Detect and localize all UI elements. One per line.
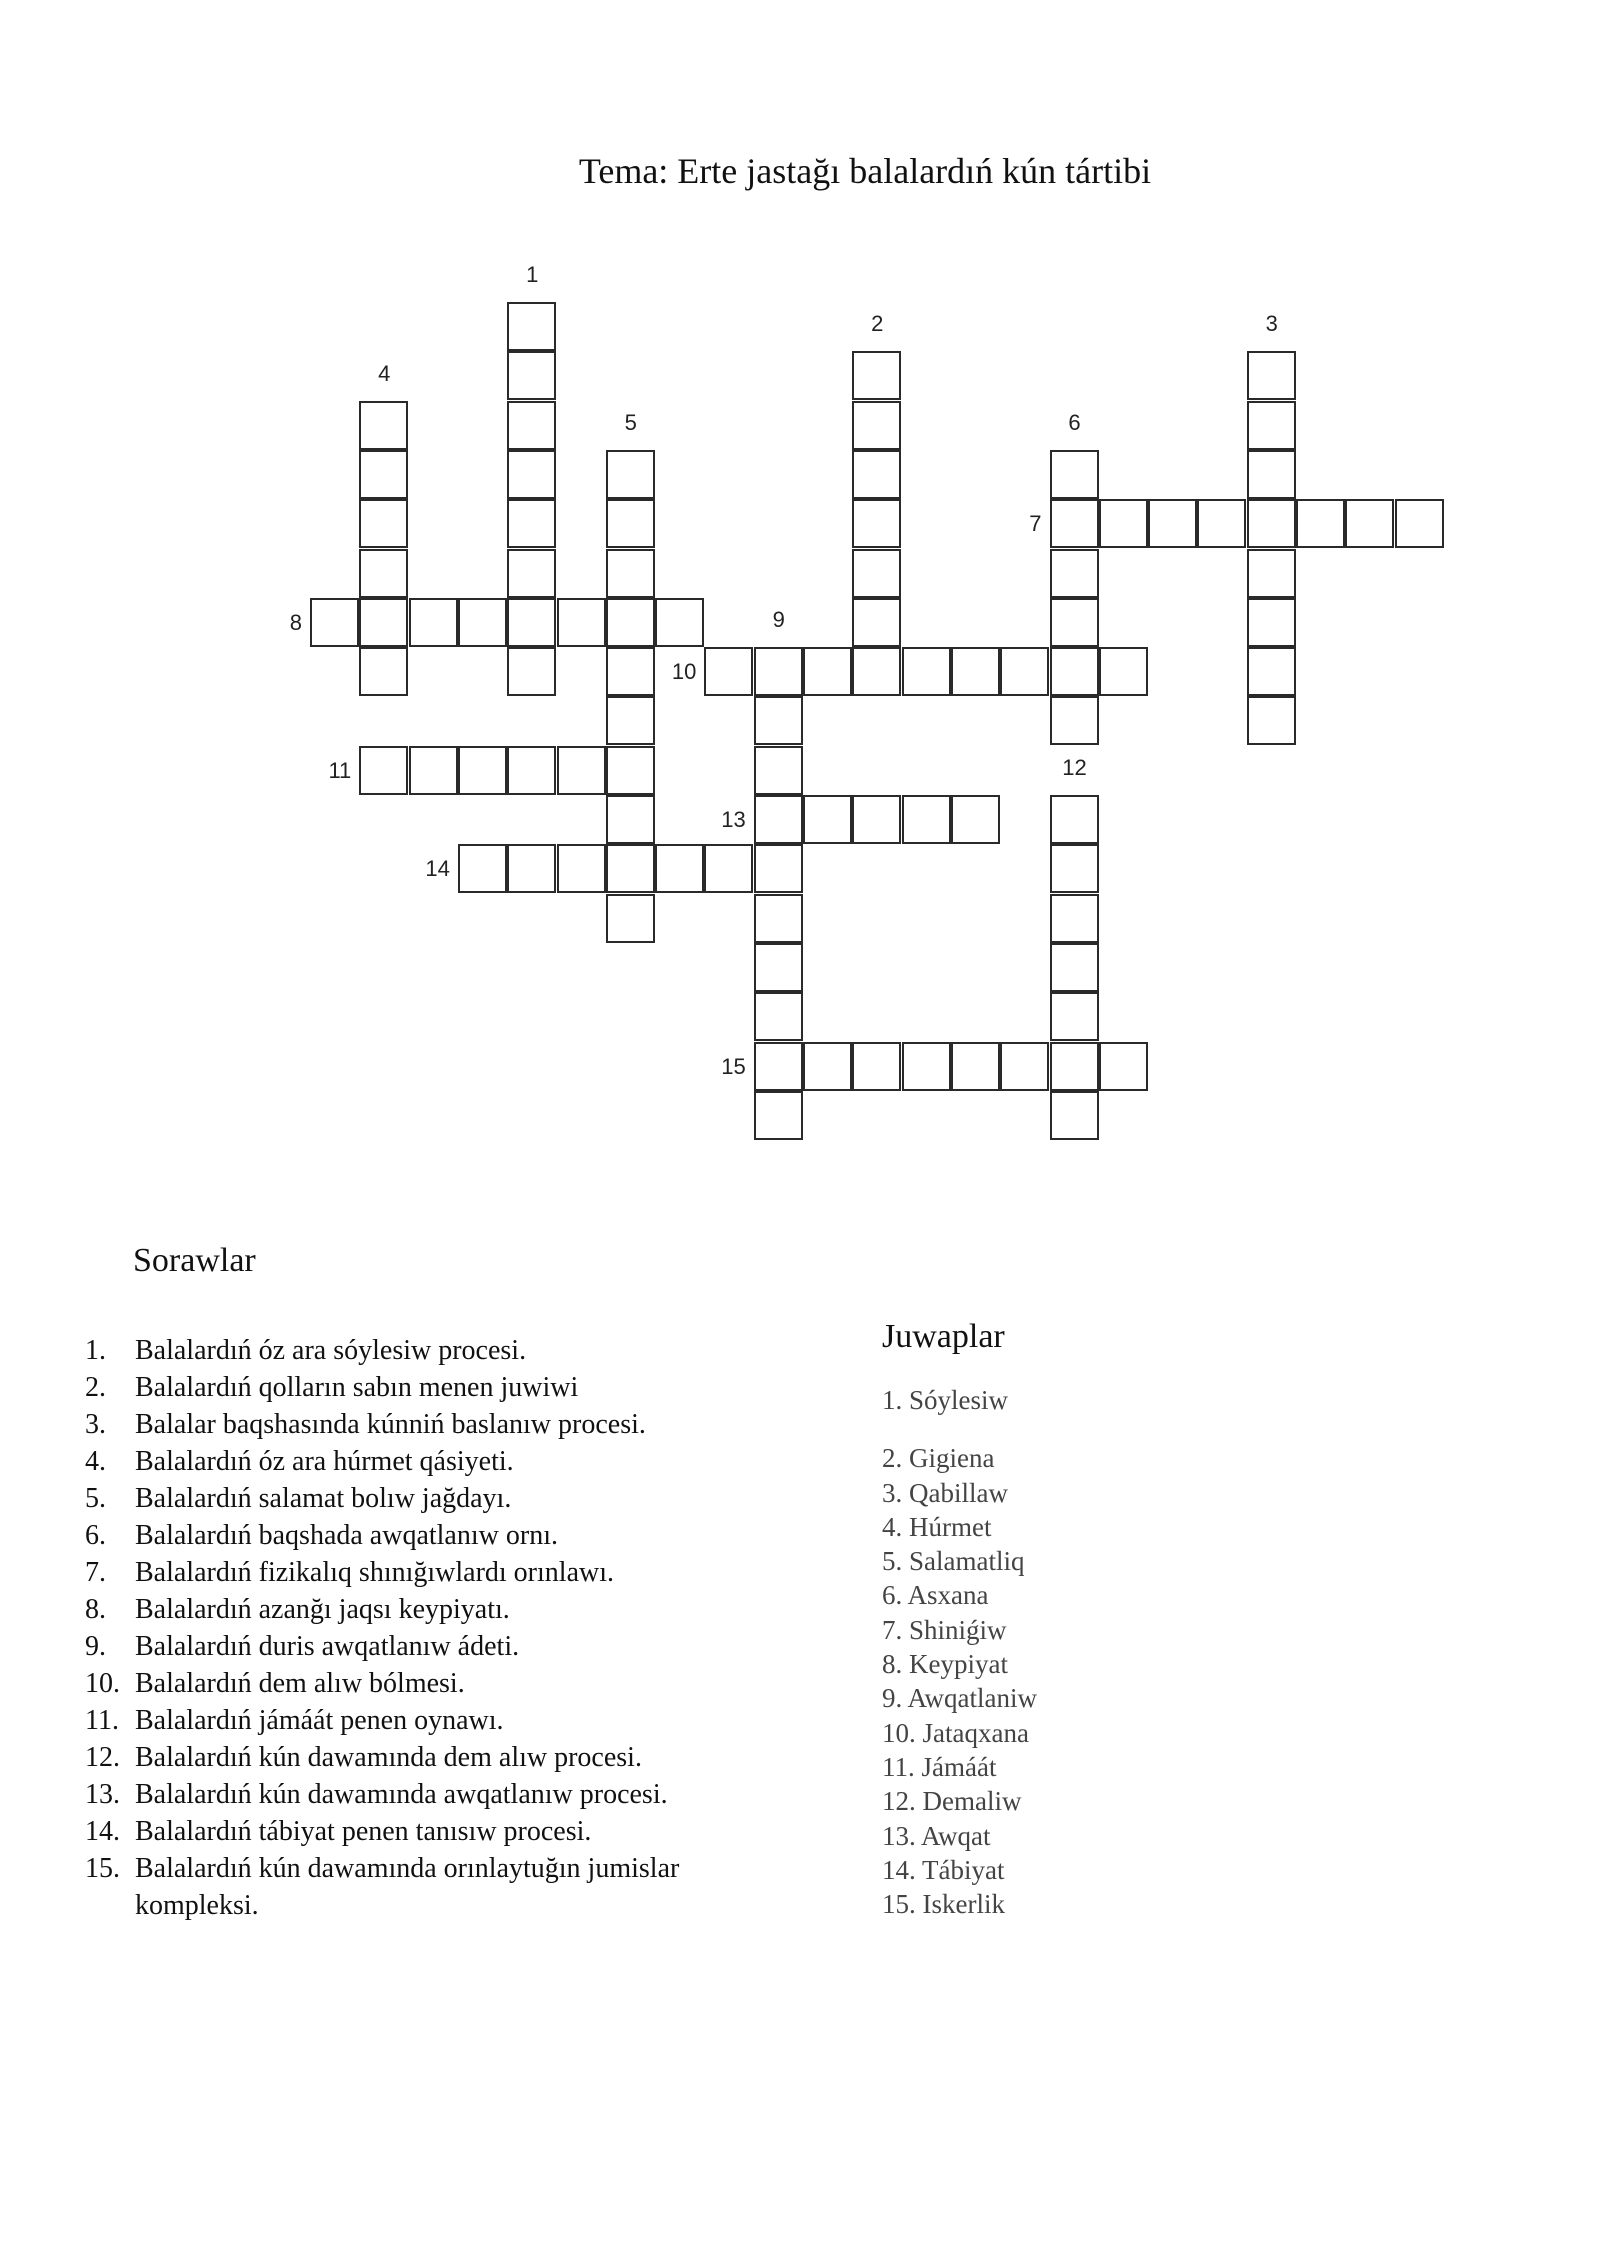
grid-cell[interactable]	[458, 746, 507, 795]
grid-cell[interactable]	[507, 549, 556, 598]
grid-cell[interactable]	[852, 795, 901, 844]
grid-cell[interactable]	[507, 351, 556, 400]
grid-cell[interactable]	[359, 499, 408, 548]
grid-cell[interactable]	[1050, 450, 1099, 499]
answer-item: 7. Shiniǵiw	[882, 1614, 1007, 1645]
grid-cell[interactable]	[606, 499, 655, 548]
answer-item: 8. Keypiyat	[882, 1649, 1008, 1680]
grid-cell[interactable]	[754, 746, 803, 795]
grid-cell[interactable]	[1247, 351, 1296, 400]
grid-cell[interactable]	[606, 450, 655, 499]
answer-item: 13. Awqat	[882, 1820, 991, 1851]
clue-item	[85, 1554, 765, 1591]
clue-number: 7.	[85, 1557, 106, 1588]
answer-item: 4. Húrmet	[882, 1511, 992, 1542]
clue-number-label: 13	[721, 807, 746, 832]
grid-cell[interactable]	[1296, 499, 1345, 548]
clue-number-label: 11	[328, 757, 352, 783]
grid-cell[interactable]	[557, 746, 606, 795]
grid-cell[interactable]	[507, 746, 556, 795]
grid-cell[interactable]	[704, 647, 753, 696]
grid-cell[interactable]	[606, 647, 655, 696]
clue-item	[85, 1406, 765, 1443]
clue-number-label: 5	[624, 409, 637, 435]
clue-text: Balalardıń baqshada awqatlanıw ornı.	[135, 1520, 558, 1551]
grid-cell[interactable]	[852, 499, 901, 548]
answer-item: 1. Sóylesiw	[882, 1385, 1009, 1415]
clue-number-label: 4	[378, 360, 391, 386]
clue-item	[85, 1739, 765, 1776]
clue-number-label: 10	[671, 659, 697, 685]
clues-heading: Sorawlar	[133, 1242, 256, 1279]
clue-number-label: 15	[721, 1053, 746, 1079]
clue-item	[85, 1443, 765, 1480]
grid-cell[interactable]	[1050, 943, 1099, 992]
clue-item	[85, 1517, 765, 1554]
grid-cell[interactable]	[359, 598, 408, 647]
grid-cell[interactable]	[1000, 647, 1049, 696]
answer-item: 14. Tábiyat	[882, 1854, 1005, 1885]
clue-number: 8.	[85, 1594, 106, 1625]
clue-item	[85, 1665, 765, 1702]
clue-number: 11.	[85, 1705, 119, 1736]
answer-item: 3. Qabillaw	[882, 1477, 1008, 1508]
clue-text: Balalar baqshasında kúnniń baslanıw procesi.	[135, 1409, 646, 1440]
grid-cell[interactable]	[803, 795, 852, 844]
grid-cell[interactable]	[902, 795, 951, 844]
grid-cell[interactable]	[1050, 1091, 1099, 1140]
answers-heading: Juwaplar	[882, 1318, 1005, 1355]
clue-number: 12.	[85, 1742, 120, 1773]
answer-item: 12. Demaliw	[882, 1786, 1022, 1817]
clue-number: 9.	[85, 1631, 106, 1662]
clue-text: Balalardıń salamat bolıw jağdayı.	[135, 1483, 512, 1514]
clue-item	[85, 1591, 765, 1628]
grid-cell[interactable]	[557, 844, 606, 893]
grid-cell[interactable]	[951, 1042, 1000, 1091]
grid-cell[interactable]	[655, 598, 704, 647]
grid-cell[interactable]	[1345, 499, 1394, 548]
grid-cell[interactable]	[1247, 598, 1296, 647]
grid-cell[interactable]	[1247, 549, 1296, 598]
grid-cell[interactable]	[606, 894, 655, 943]
grid-cell[interactable]	[1099, 647, 1148, 696]
grid-cell[interactable]	[507, 844, 556, 893]
grid-cell[interactable]	[359, 450, 408, 499]
clue-list	[85, 1332, 765, 1924]
grid-cell[interactable]	[1050, 696, 1099, 745]
clue-number: 14.	[85, 1816, 120, 1847]
grid-cell[interactable]	[507, 450, 556, 499]
grid-cell[interactable]	[507, 598, 556, 647]
grid-cell[interactable]	[754, 894, 803, 943]
grid-cell[interactable]	[507, 401, 556, 450]
grid-cell[interactable]	[606, 795, 655, 844]
grid-cell[interactable]	[606, 696, 655, 745]
grid-cell[interactable]	[852, 401, 901, 450]
grid-cell[interactable]	[606, 746, 655, 795]
clue-text: Balalardıń kún dawamında orınlaytuğın jumislar kompleksi.	[135, 1853, 680, 1921]
grid-cell[interactable]	[606, 844, 655, 893]
grid-cell[interactable]	[1050, 894, 1099, 943]
grid-cell[interactable]	[1099, 499, 1148, 548]
grid-cell[interactable]	[1050, 844, 1099, 893]
grid-cell[interactable]	[409, 598, 458, 647]
grid-cell[interactable]	[704, 844, 753, 893]
grid-cell[interactable]	[359, 549, 408, 598]
clue-number: 15.	[85, 1853, 120, 1884]
grid-cell[interactable]	[1050, 795, 1099, 844]
grid-cell[interactable]	[507, 499, 556, 548]
grid-cell[interactable]	[1247, 499, 1296, 548]
grid-cell[interactable]	[852, 1042, 901, 1091]
clue-item	[85, 1813, 765, 1850]
answer-item: 10. Jataqxana	[882, 1717, 1029, 1748]
grid-cell[interactable]	[1050, 598, 1099, 647]
grid-cell[interactable]	[1247, 696, 1296, 745]
grid-cell[interactable]	[359, 746, 408, 795]
answer-list	[882, 1383, 1037, 1921]
answer-item: 9. Awqatlaniw	[882, 1683, 1037, 1714]
grid-cell[interactable]	[852, 598, 901, 647]
clue-text: Balalardıń kún dawamında awqatlanıw procesi.	[135, 1779, 668, 1810]
grid-cell[interactable]	[1247, 647, 1296, 696]
clue-number: 4.	[85, 1446, 106, 1477]
clue-text: Balalardıń jámáát penen oynawı.	[135, 1705, 504, 1736]
answer-item: 6. Asxana	[882, 1580, 989, 1611]
grid-cell[interactable]	[754, 844, 803, 893]
grid-cell[interactable]	[1050, 1042, 1099, 1091]
grid-cell[interactable]	[1050, 549, 1099, 598]
grid-cell[interactable]	[458, 844, 507, 893]
grid-cell[interactable]	[1099, 1042, 1148, 1091]
clue-number-label: 12	[1062, 755, 1087, 780]
grid-cell[interactable]	[852, 450, 901, 499]
clue-number: 10.	[85, 1668, 120, 1699]
clue-number-label: 1	[526, 262, 539, 287]
clue-text: Balalardıń kún dawamında dem alıw procesi.	[135, 1742, 642, 1773]
grid-cell[interactable]	[1050, 647, 1099, 696]
clue-number: 5.	[85, 1483, 106, 1514]
grid-cell[interactable]	[557, 598, 606, 647]
grid-cell[interactable]	[359, 647, 408, 696]
clue-number: 13.	[85, 1779, 120, 1810]
clue-number: 6.	[85, 1520, 106, 1551]
clue-number-label: 14	[425, 856, 450, 882]
grid-cell[interactable]	[655, 844, 704, 893]
clue-text: Balalardıń duris awqatlanıw ádeti.	[135, 1631, 520, 1662]
clue-text: Balalardıń azanğı jaqsı keypiyatı.	[135, 1594, 510, 1625]
grid-cell[interactable]	[1395, 499, 1444, 548]
grid-cell[interactable]	[1247, 401, 1296, 450]
grid-cell[interactable]	[902, 1042, 951, 1091]
grid-cell[interactable]	[754, 795, 803, 844]
grid-cell[interactable]	[754, 943, 803, 992]
grid-cell[interactable]	[852, 647, 901, 696]
clue-text: Balalardıń óz ara sóylesiw procesi.	[135, 1335, 527, 1366]
clue-item	[85, 1702, 765, 1739]
clue-number-label: 7	[1029, 511, 1042, 537]
grid-cell[interactable]	[1247, 450, 1296, 499]
grid-cell[interactable]	[310, 598, 359, 647]
clue-text: Balalardıń óz ara húrmet qásiyeti.	[135, 1446, 514, 1477]
grid-cell[interactable]	[359, 401, 408, 450]
clue-item	[85, 1369, 765, 1406]
clue-number-label: 8	[289, 609, 302, 635]
answer-item: 11. Jámáát	[882, 1751, 997, 1782]
clue-item	[85, 1776, 765, 1813]
grid-cell[interactable]	[1000, 1042, 1049, 1091]
clue-number-label: 9	[772, 607, 785, 633]
grid-cell[interactable]	[754, 647, 803, 696]
clue-item	[85, 1480, 765, 1517]
clue-text: Balalardıń qolların sabın menen juwiwi	[135, 1372, 579, 1403]
grid-cell[interactable]	[507, 647, 556, 696]
grid-cell[interactable]	[951, 647, 1000, 696]
grid-cell[interactable]	[606, 598, 655, 647]
clue-text: Balalardıń dem alıw bólmesi.	[135, 1668, 465, 1699]
answer-item: 15. Iskerlik	[882, 1889, 1005, 1920]
clue-number: 1.	[85, 1335, 106, 1366]
grid-cell[interactable]	[1050, 992, 1099, 1041]
grid-cell[interactable]	[803, 647, 852, 696]
grid-cell[interactable]	[1148, 499, 1197, 548]
clue-text: Balalardıń fizikalıq shınığıwlardı orınlawı.	[135, 1557, 614, 1588]
grid-cell[interactable]	[803, 1042, 852, 1091]
grid-cell[interactable]	[1050, 499, 1099, 548]
clue-number: 3.	[85, 1409, 106, 1440]
grid-cell[interactable]	[409, 746, 458, 795]
grid-cell[interactable]	[852, 549, 901, 598]
grid-cell[interactable]	[606, 549, 655, 598]
grid-cell[interactable]	[754, 1042, 803, 1091]
grid-cell[interactable]	[951, 795, 1000, 844]
grid-cell[interactable]	[754, 696, 803, 745]
page-title: Tema: Erte jastağı balalardıń kún tártibi	[578, 151, 1152, 191]
clue-number-label: 3	[1265, 311, 1278, 337]
grid-cell[interactable]	[1197, 499, 1246, 548]
clue-item	[85, 1628, 765, 1665]
clue-item	[85, 1332, 765, 1369]
clue-text: Balalardıń tábiyat penen tanısıw procesi.	[135, 1816, 592, 1847]
clue-number-label: 2	[871, 311, 884, 337]
grid-cell[interactable]	[458, 598, 507, 647]
clue-number-label: 6	[1068, 409, 1081, 435]
answer-item: 5. Salamatliq	[882, 1546, 1025, 1577]
grid-cell[interactable]	[754, 1091, 803, 1140]
clue-number: 2.	[85, 1372, 106, 1403]
answer-item: 2. Gigiena	[882, 1443, 995, 1474]
grid-cell[interactable]	[902, 647, 951, 696]
grid-cell[interactable]	[507, 302, 556, 351]
grid-cell[interactable]	[754, 992, 803, 1041]
clue-item	[85, 1850, 765, 1924]
grid-cell[interactable]	[852, 351, 901, 400]
